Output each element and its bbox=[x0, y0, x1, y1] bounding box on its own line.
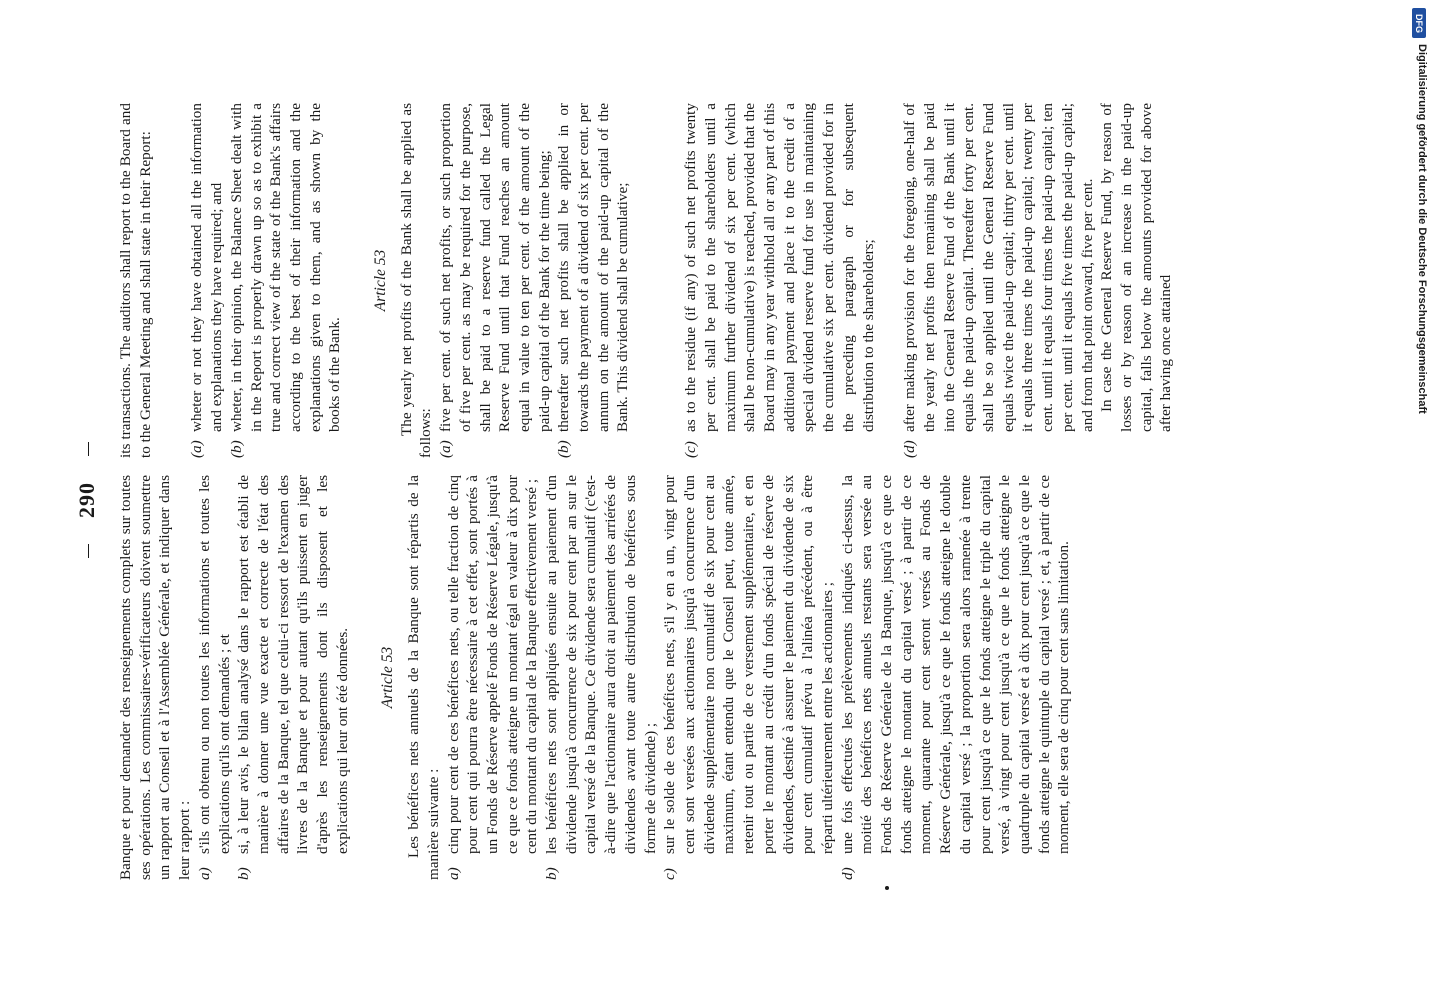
fr-item-c-53 bbox=[660, 475, 837, 880]
en-item-text: five per cent. of such net profits, or such proportion of five per cent. as may be required for the purpose, shall be paid to a reserve fund called the Legal Reserve Fund until that Fund reaches an amount equal in value to ten per cent. of the amount of the paid-up capital of the Bank for the time being; bbox=[437, 103, 553, 432]
fr-item-label: b) bbox=[235, 867, 253, 880]
stray-mark bbox=[885, 886, 889, 890]
en-item-label: (d) bbox=[901, 440, 919, 458]
running-head-dash-left bbox=[88, 544, 89, 558]
fr-item-label: b) bbox=[543, 867, 561, 880]
fr-item-a-52 bbox=[195, 475, 234, 880]
fr-intro-paragraph: Banque et pour demander des renseignements complets sur toutes ses opérations. Les commissaires-vérificateurs doivent soumettre un rapport au Conseil et à l'Assemblée Générale, et indiquer dans leur rapport : bbox=[117, 475, 194, 880]
en-continued-paragraph: In case the General Reserve Fund, by reason of losses or by reason of an increase in the paid-up capital, falls below the amounts provided for above after having once attained bbox=[1098, 103, 1175, 432]
fr-item-label: c) bbox=[661, 868, 679, 880]
en-item-text: wheter, in their opinion, the Balance Sheet dealt with in the Report is properly drawn up so as to exhibit a true and correct view of the state of the Bank's affairs according to the best of their information and the explanations given to them, and as shown by the books of the Bank. bbox=[227, 103, 344, 432]
fr-item-text: cinq pour cent de ces bénéfices nets, ou telle fraction de cinq pour cent qui pourra être nécessaire à cet effet, sont portés à un Fonds de Réserve appelé Fonds de Réserve Légale, jusqu'à ce que ce fonds atteigne un montant égal en valeur à dix pour cent du montant du capital de la Banque effectivement versé ; bbox=[444, 475, 541, 854]
en-item-text: after making provision for the foregoing, one-half of the yearly net profits then remaining shall be paid into the General Reserve Fund of the Bank until it equals the paid-up capital. Thereafter forty per cent. shall be so applied until the General Reserve Fund equals twice the paid-up capital; thirty per cent. until it equals three times the paid-up capital; twenty per cent. until it equals four times the paid-up capital; ten per cent. until it equals five times the paid-up capital; and from that point onward, five per cent. bbox=[901, 103, 1096, 432]
en-intro-paragraph: its transactions. The auditors shall report to the Board and to the General Meeting and shall state in their Report: bbox=[117, 103, 154, 458]
fr-item-b-53 bbox=[542, 475, 660, 880]
en-item-text: as to the residue (if any) of such net profits twenty per cent. shall be paid to the shareholders until a maximum further dividend of six per cent. (which shall be non-cumulative) is reached, provided that the Board may in any year withhold all or any part of this additional payment and place it to the credit of a special dividend reserve fund for use in maintaining the cumulative six per cent. dividend provided for in the preceding paragraph or for subsequent distribution to the shareholders; bbox=[682, 103, 877, 432]
en-item-label: (a) bbox=[188, 440, 206, 458]
sponsor-note: Digitalisierung gefördert durch die Deutsche Forschungsgemeinschaft bbox=[1416, 44, 1428, 414]
fr-item-label: a) bbox=[195, 867, 213, 880]
fr-item-text: si, à leur avis, le bilan analysé dans le rapport est établi de manière à donner une vue exacte et correcte de l'état des affaires de la Banque, tel que celui-ci ressort de l'examen des livres de la Banque et pour autant qu'ils puissent en juger d'après les renseignements dont ils disposent et les explications qui leur ont été données. bbox=[235, 475, 351, 854]
page-number: 290 bbox=[74, 482, 99, 518]
en-item-label: (c) bbox=[682, 441, 700, 458]
en-item-label: (a) bbox=[437, 440, 455, 458]
en-item-a-53 bbox=[436, 103, 554, 458]
running-head bbox=[74, 0, 100, 1000]
fr-article-heading: Article 53 bbox=[379, 646, 397, 709]
fr-item-a-53 bbox=[444, 475, 543, 880]
en-item-c-53 bbox=[681, 103, 878, 458]
en-item-label: (b) bbox=[227, 440, 245, 458]
sponsor-strip bbox=[1410, 8, 1428, 414]
en-item-d-53 bbox=[900, 103, 1097, 458]
en-item-b-52 bbox=[227, 103, 345, 458]
en-article-intro: The yearly net profits of the Bank shall be applied as follows: bbox=[397, 103, 435, 458]
spacer bbox=[155, 103, 187, 458]
en-item-text: wheter or not they have obtained all the information and explanations they have required; and bbox=[188, 103, 226, 432]
fr-item-b-52 bbox=[234, 475, 352, 880]
fr-item-text: sur le solde de ces bénéfices nets, s'il y en a un, vingt pour cent sont versées aux actionnaires jusqu'à concurrence d'un dividende supplémentaire non cumulatif de six pour cent au maximum, étant entendu que le Conseil peut, toute année, retenir tout ou partie de ce versement supplémentaire, et en porter le montant au crédit d'un fonds spécial de réserve de dividendes, destiné à assurer le paiement du dividende de six pour cent cumulatif prévu à l'alinéa précédent, ou à être réparti ultérieurement entre les actionnaires ; bbox=[661, 475, 836, 854]
en-item-b-53 bbox=[554, 103, 633, 458]
en-item-a-52 bbox=[187, 103, 226, 458]
en-item-text: thereafter such net profits shall be applied in or towards the payment of a dividend of six per cent. per annum on the amount of the paid-up capital of the Bank. This dividend shall be cumulative; bbox=[555, 103, 632, 432]
en-article-heading: Article 53 bbox=[372, 249, 390, 312]
fr-item-label: a) bbox=[444, 867, 462, 880]
running-head-dash-right bbox=[88, 442, 89, 456]
fr-item-text: une fois effectués les prélèvements indiqués ci-dessus, la moitié des bénéfices nets annuels restants sera versée au Fonds de Réserve Générale de la Banque, jusqu'à ce que ce fonds atteigne le montant du capital versé ; à partir de ce moment, quarante pour cent seront versés au Fonds de Réserve Générale, jusqu'à ce que le fonds atteigne le double du capital versé ; la proportion sera alors ramenée à trente pour cent jusqu'à ce que le fonds atteigne le triple du capital versé, à vingt pour cent jusqu'à ce que le fonds atteigne le quadruple du capital versé et à dix pour cent jusqu'à ce que le fonds atteigne le quintuple du capital versé ; et, à partir de ce moment, elle sera de cinq pour cent sans limitation. bbox=[838, 475, 1073, 854]
fr-item-text: s'ils ont obtenu ou non toutes les informations et toutes les explications qu'ils ont demandés ; et bbox=[195, 475, 233, 854]
en-item-label: (b) bbox=[555, 440, 573, 458]
en-item-d-53-continued bbox=[1097, 103, 1176, 458]
en-item-text bbox=[1097, 103, 1176, 432]
fr-item-text: les bénéfices nets sont appliqués ensuite au paiement d'un dividende jusqu'à concurrence de six pour cent par an sur le capital versé de la Banque. Ce dividende sera cumulatif (c'est-à-dire que l'actionnaire aura droit au paiement des arriérés de dividendes avant toute autre distribution de bénéfices sous forme de dividende) ; bbox=[543, 475, 659, 854]
spacer bbox=[878, 103, 900, 458]
fr-item-d-53 bbox=[838, 475, 1074, 880]
french-column bbox=[116, 475, 1074, 880]
spacer bbox=[633, 103, 681, 458]
fr-item-label: d) bbox=[838, 867, 856, 880]
english-column bbox=[116, 103, 1176, 458]
fr-article-intro: Les bénéfices nets annuels de la Banque sont répartis de la manière suivante : bbox=[405, 475, 442, 880]
dfg-logo: DFG bbox=[1412, 8, 1426, 38]
